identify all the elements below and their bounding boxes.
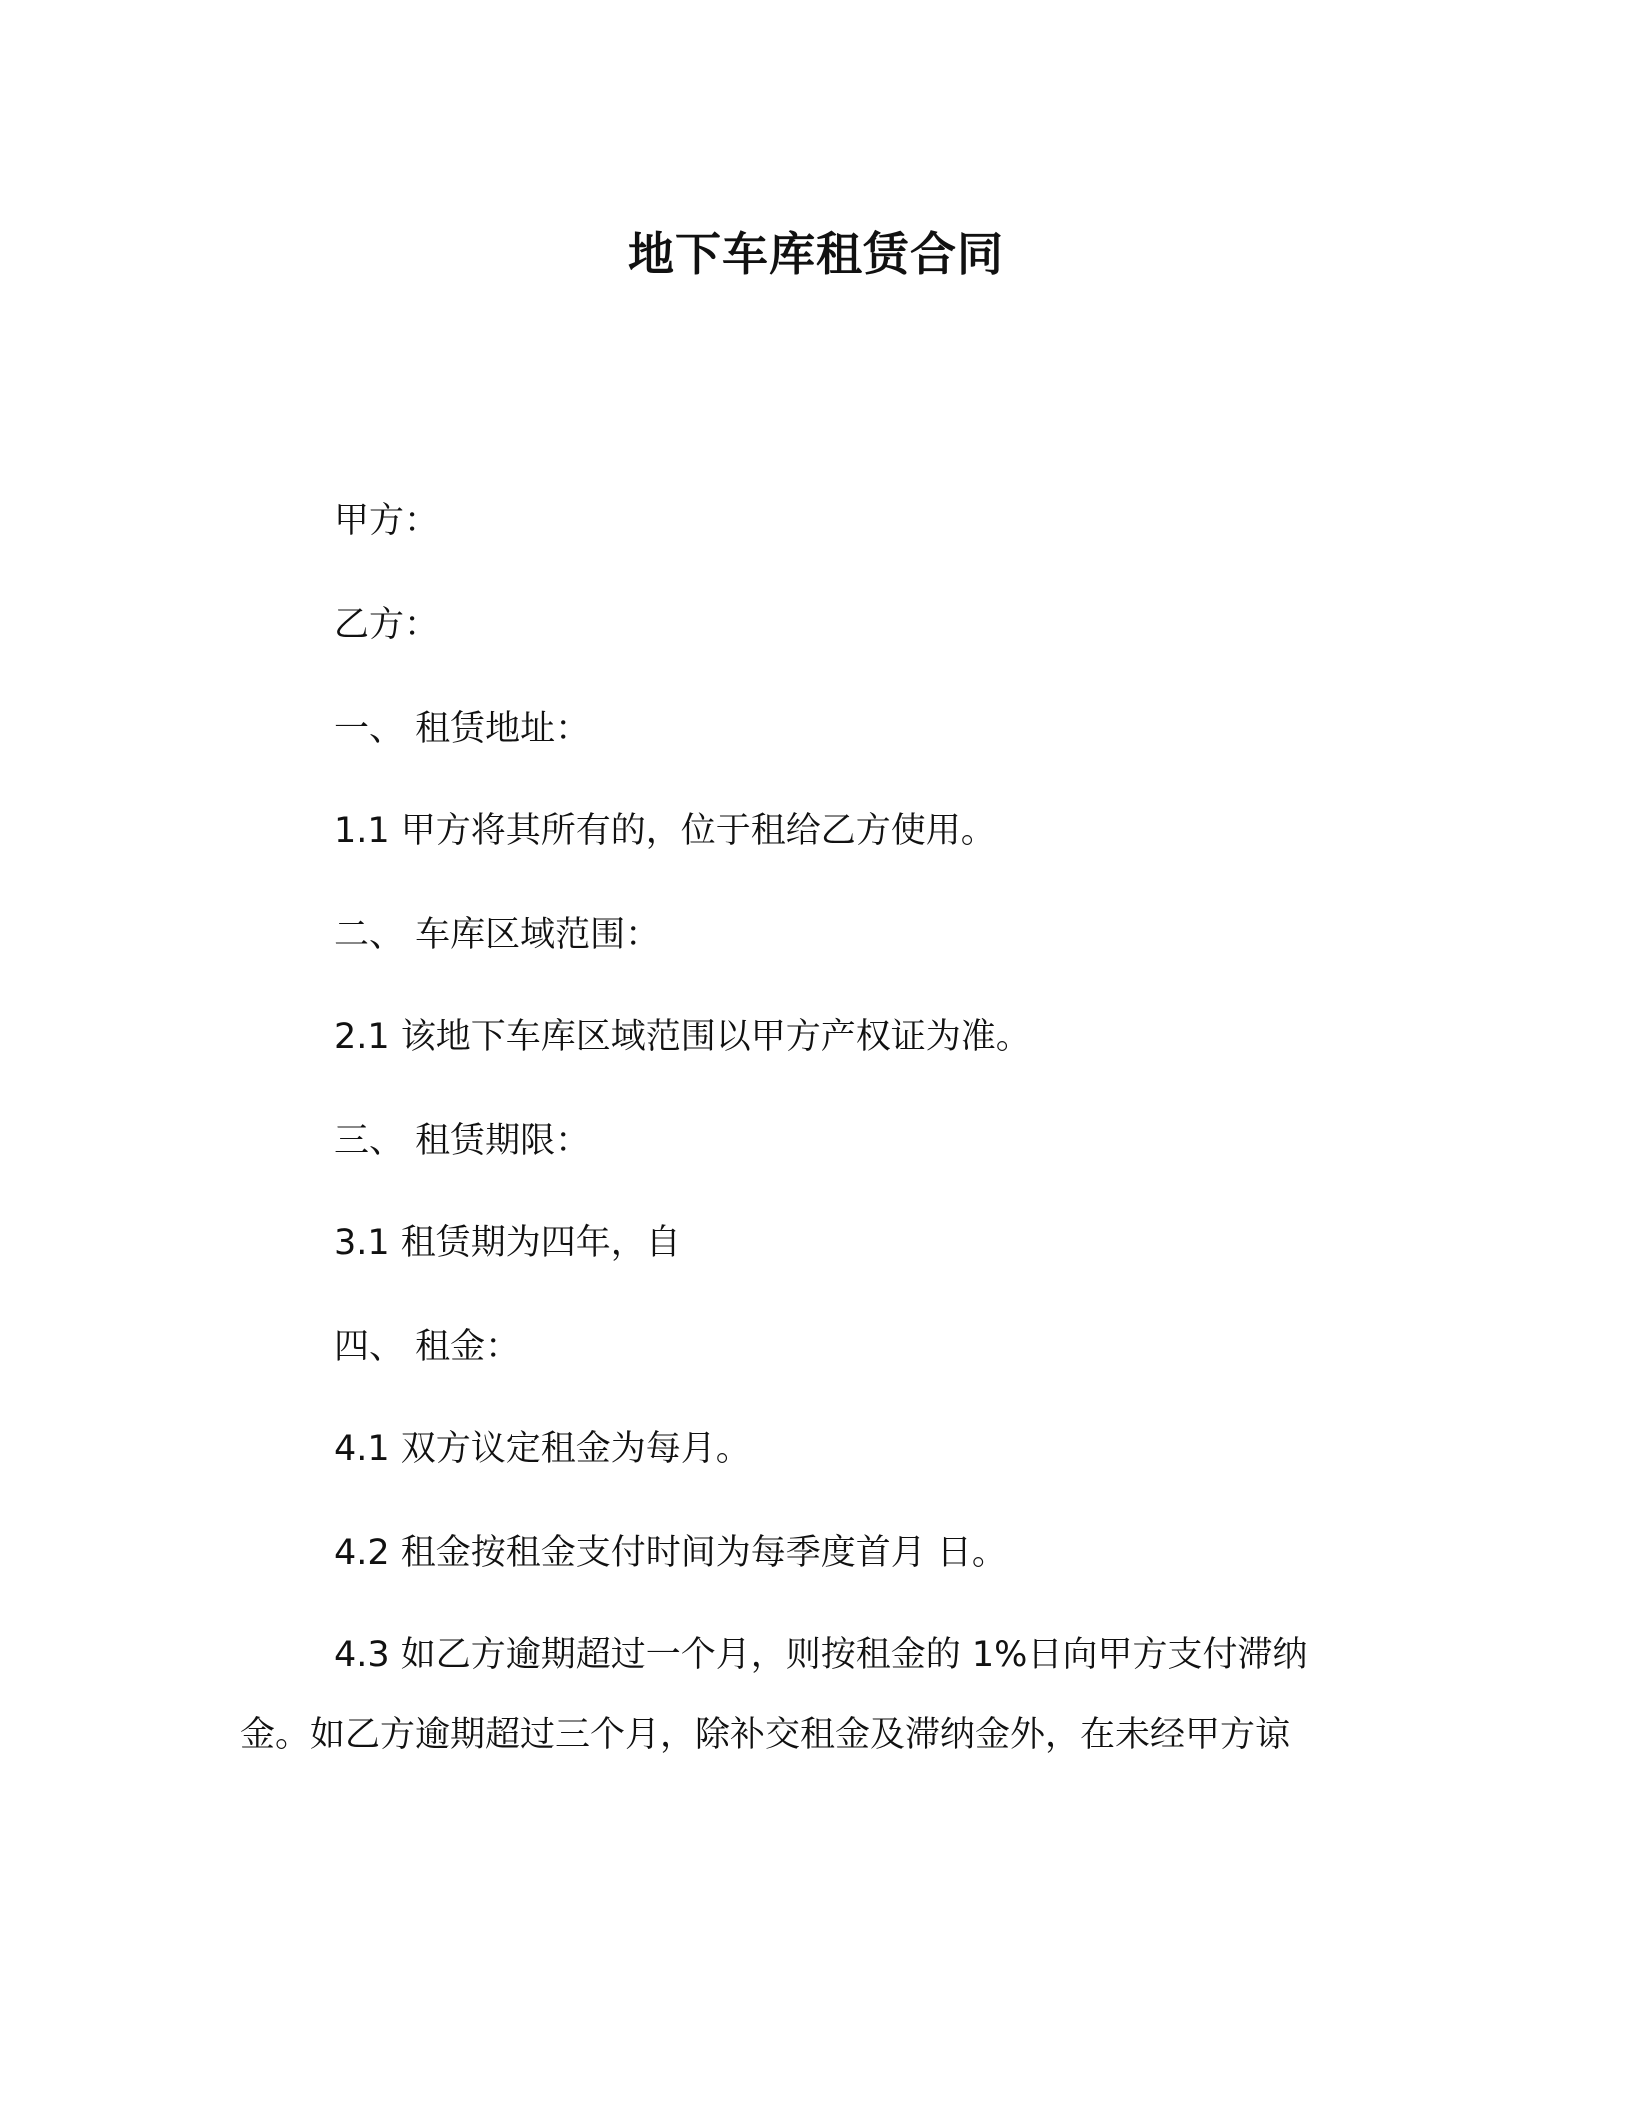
party-a-line: 甲方： <box>334 501 440 541</box>
party-b-line: 乙方： <box>334 605 440 645</box>
section-3-heading: 三、 租赁期限： <box>334 1121 591 1161</box>
clause-4-3-line-1: 4.3 如乙方逾期超过一个月，则按租金的 1%日向甲方支付滞纳 <box>334 1635 1308 1675</box>
clause-2-1: 2.1 该地下车库区域范围以甲方产权证为准。 <box>334 1017 1031 1057</box>
section-2-heading: 二、 车库区域范围： <box>334 915 661 955</box>
clause-4-2: 4.2 租金按租金支付时间为每季度首月 日。 <box>334 1533 1007 1573</box>
clause-1-1: 1.1 甲方将其所有的，位于租给乙方使用。 <box>334 811 996 851</box>
clause-4-3-line-2: 金。如乙方逾期超过三个月，除补交租金及滞纳金外，在未经甲方谅 <box>240 1715 1291 1755</box>
document-title: 地下车库租赁合同 <box>628 227 1004 281</box>
clause-3-1: 3.1 租赁期为四年，自 <box>334 1223 681 1263</box>
clause-4-1: 4.1 双方议定租金为每月。 <box>334 1429 751 1469</box>
section-1-heading: 一、 租赁地址： <box>334 709 591 749</box>
section-4-heading: 四、 租金： <box>334 1327 521 1367</box>
